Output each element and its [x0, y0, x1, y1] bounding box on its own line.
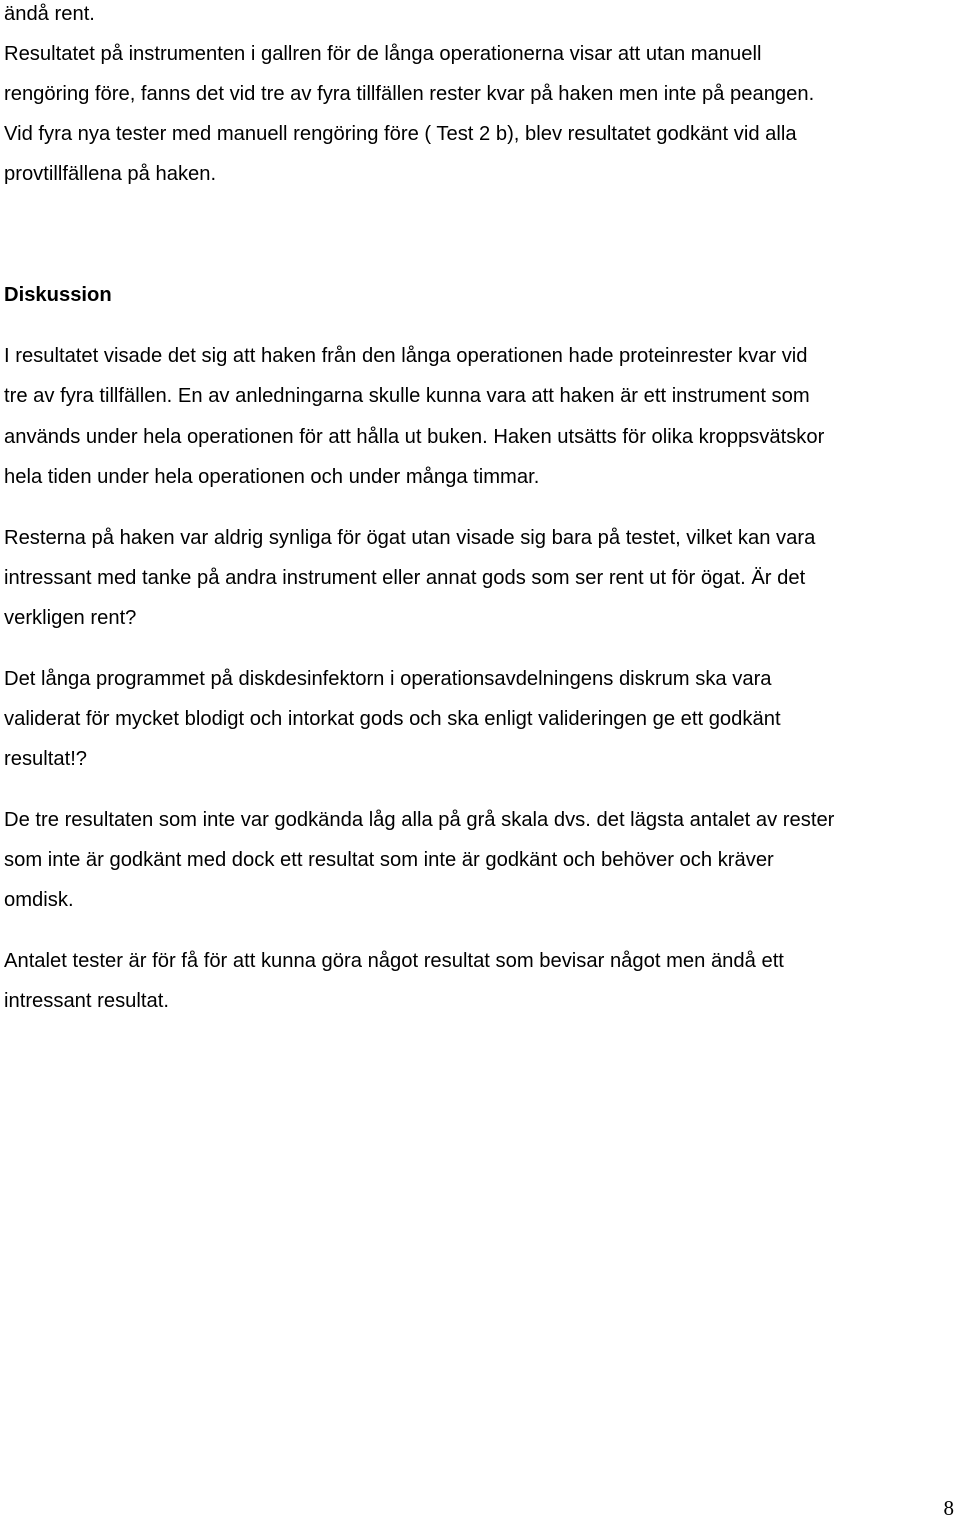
text-line: ändå rent.: [4, 3, 95, 25]
text-line: Resultatet på instrumenten i gallren för de långa operationerna visar att utan manuell: [4, 43, 762, 65]
text-line: resultat!?: [4, 748, 88, 770]
text-line: som inte är godkänt med dock ett resultat som inte är godkänt och behöver och kräver: [4, 849, 774, 871]
text-line: intressant resultat.: [4, 990, 169, 1012]
text-line: verkligen rent?: [4, 607, 137, 629]
text-line: intressant med tanke på andra instrument eller annat gods som ser rent ut för ögat. Är det: [4, 567, 806, 589]
text-line: hela tiden under hela operationen och under många timmar.: [4, 466, 540, 488]
text-line: validerat för mycket blodigt och intorkat gods och ska enligt valideringen ge ett godkänt: [4, 708, 781, 730]
text-line: I resultatet visade det sig att haken från den långa operationen hade proteinrester kvar vid: [4, 345, 808, 367]
text-line: Antalet tester är för få för att kunna göra något resultat som bevisar något men ändå ett: [4, 950, 784, 972]
text-line: används under hela operationen för att hålla ut buken. Haken utsätts för olika kroppsvätskor: [4, 426, 825, 448]
text-line: De tre resultaten som inte var godkända låg alla på grå skala dvs. det lägsta antalet av rester: [4, 809, 835, 831]
text-line: tre av fyra tillfällen. En av anledningarna skulle kunna vara att haken är ett instrument som: [4, 385, 810, 407]
page-number: 8: [943, 1496, 954, 1520]
text-line: Det långa programmet på diskdesinfektorn i operationsavdelningens diskrum ska vara: [4, 668, 772, 690]
text-line: Vid fyra nya tester med manuell rengöring före ( Test 2 b), blev resultatet godkänt vid alla: [4, 123, 797, 145]
text-line: provtillfällena på haken.: [4, 163, 217, 185]
text-line: omdisk.: [4, 889, 74, 911]
text-line: Resterna på haken var aldrig synliga för ögat utan visade sig bara på testet, vilket kan vara: [4, 527, 816, 549]
section-heading: Diskussion: [4, 284, 112, 306]
text-line: rengöring före, fanns det vid tre av fyra tillfällen rester kvar på haken men inte på peangen.: [4, 83, 815, 105]
